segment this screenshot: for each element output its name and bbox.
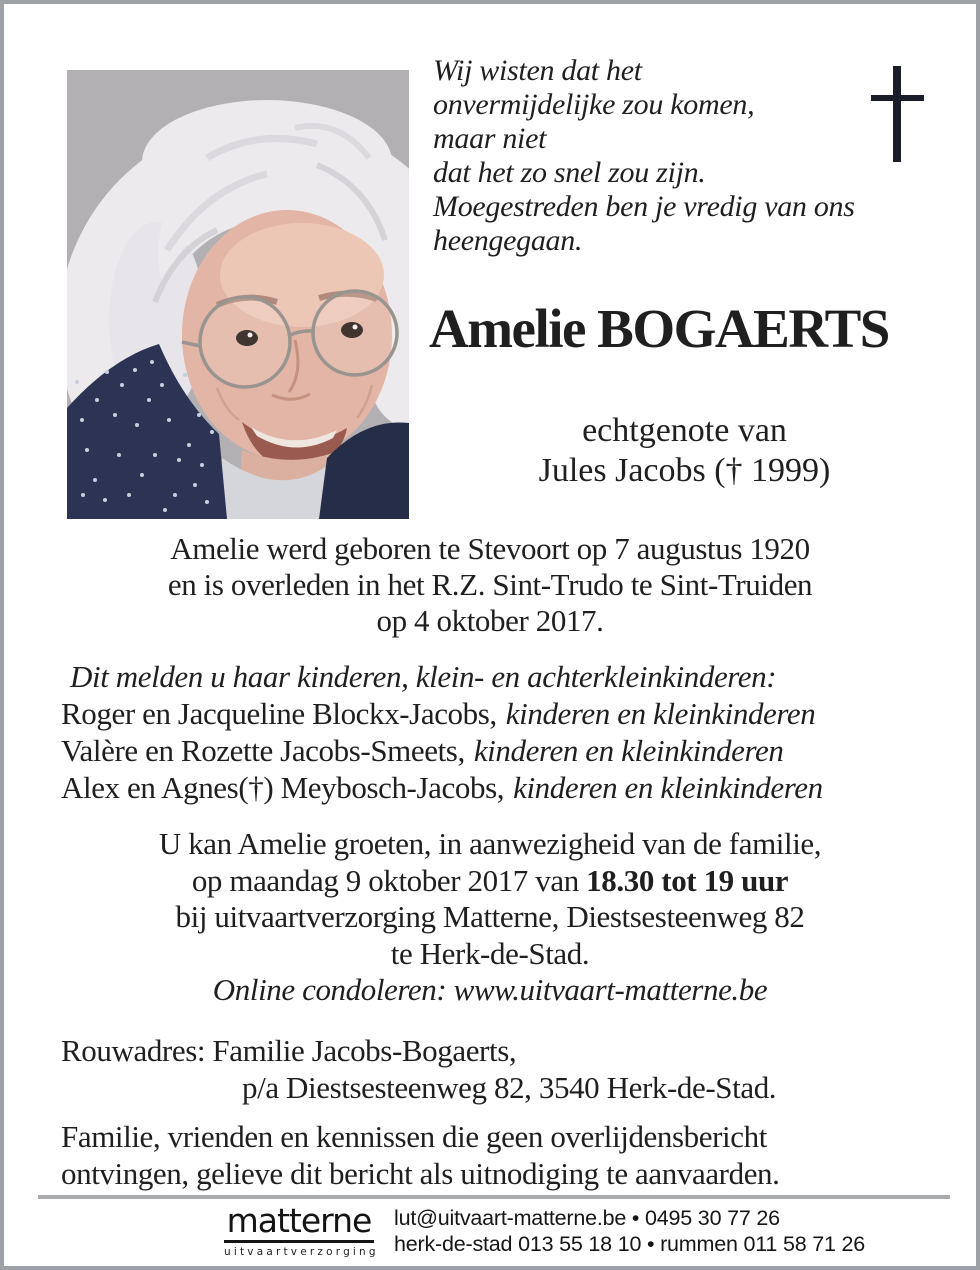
visitation-time: 18.30 tot 19 uur (586, 862, 789, 898)
visitation-line: U kan Amelie groeten, in aanwezigheid van de familie, (158, 826, 822, 861)
mourning-address (61, 1032, 776, 1106)
online-condolence-url: Online condoleren: www.uitvaart-matterne.be (212, 972, 768, 1007)
life-line: en is overleden in het R.Z. Sint-Trudo te Sint-Truiden (167, 567, 813, 602)
relation-line: echtgenote van (582, 412, 787, 449)
address-line: p/a Diestsesteenweg 82, 3540 Herk-de-Stad. (242, 1070, 777, 1105)
family-suffix: kinderen en kleinkinderen (513, 770, 823, 805)
logo-subtitle: uitvaartverzorging (224, 1246, 379, 1258)
matterne-logo (224, 1201, 379, 1258)
family-names: Roger en Jacqueline Blockx-Jacobs, (61, 696, 497, 731)
family-suffix: kinderen en kleinkinderen (505, 696, 816, 731)
life-line: Amelie werd geboren te Stevoort op 7 augustus 1920 (170, 531, 810, 566)
relation (432, 411, 937, 491)
closing-note (61, 1118, 780, 1192)
poem (433, 54, 855, 258)
family-row (61, 732, 823, 769)
birth-death-text (4, 531, 976, 639)
poem-line: Wij wisten dat het (433, 54, 642, 87)
relation-line: Jules Jacobs († 1999) (538, 452, 831, 489)
visitation-line: bij uitvaartverzorging Matterne, Diestsesteenweg 82 (175, 899, 805, 934)
closing-line: ontvingen, gelieve dit bericht als uitnodiging te aanvaarden. (61, 1156, 780, 1191)
contact-locations: herk-de-stad 013 55 18 10 • rummen 011 58 71 26 (394, 1232, 866, 1256)
contact-email-phone: lut@uitvaart-matterne.be • 0495 30 77 26 (394, 1206, 780, 1230)
life-line: op 4 oktober 2017. (376, 603, 604, 638)
footer-contact (394, 1205, 865, 1257)
family-suffix: kinderen en kleinkinderen (473, 733, 784, 768)
logo-wordmark: matterne (224, 1203, 374, 1243)
poem-line: heengegaan. (433, 224, 583, 257)
family-row (61, 695, 823, 732)
closing-line: Familie, vrienden en kennissen die geen overlijdensbericht (61, 1119, 767, 1154)
visitation-date: op maandag 9 oktober 2017 van (191, 862, 587, 898)
poem-line: onvermijdelijke zou komen, (433, 88, 755, 121)
poem-line: maar niet (433, 122, 547, 155)
visitation-section (4, 826, 976, 1009)
family-intro: Dit melden u haar kinderen, klein- en achterkleinkinderen: (70, 659, 777, 694)
family-section (61, 658, 823, 806)
poem-line: Moegestreden ben je vredig van ons (433, 190, 855, 223)
visitation-line (4, 863, 976, 900)
visitation-line: te Herk-de-Stad. (390, 935, 590, 971)
family-names: Alex en Agnes(†) Meybosch-Jacobs, (61, 770, 505, 805)
poem-line: dat het zo snel zou zijn. (433, 156, 706, 189)
deceased-name: Amelie BOGAERTS (429, 298, 889, 359)
cross-vertical-bar (893, 66, 901, 162)
family-names: Valère en Rozette Jacobs-Smeets, (61, 733, 465, 768)
cross-icon (864, 62, 934, 167)
portrait-photo (67, 70, 409, 519)
portrait-illustration (67, 70, 409, 519)
family-row (61, 769, 823, 806)
cross-horizontal-bar (871, 95, 924, 101)
footer-divider (38, 1195, 950, 1199)
address-line: Rouwadres: Familie Jacobs-Bogaerts, (61, 1033, 517, 1068)
